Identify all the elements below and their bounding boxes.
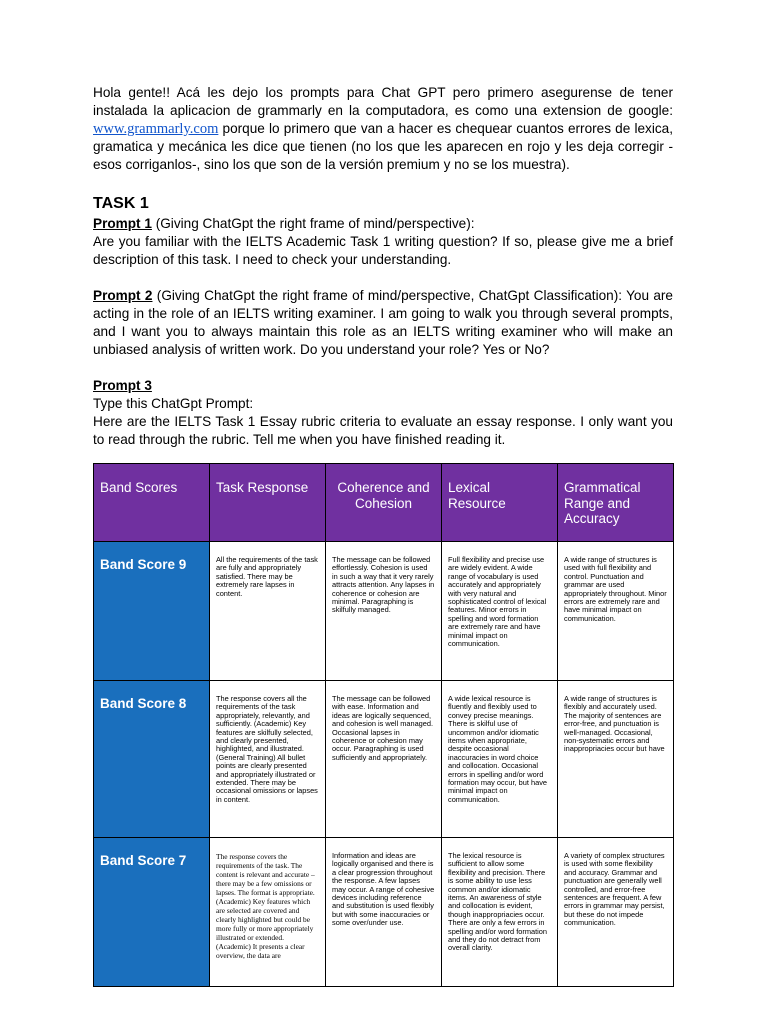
prompt-2-paragraph [93,287,673,359]
prompt-3-heading [93,377,673,395]
task-response-cell: The response covers all the requirements of the task appropriately, relevantly, and sufficiently. (Academic) Key features are skilfully selected, and clearly presented, highlighted, and illustrated. (General Training) All bullet points are clearly presented and appropriately illustrated or extended. There may be occasional omissions or lapses in content. [210,681,326,838]
band-label: Band Score 9 [94,542,210,681]
table-row [94,838,674,987]
intro-paragraph [93,84,673,174]
prompt-1-label: Prompt 1 [93,216,152,231]
task-response-cell: All the requirements of the task are fully and appropriately satisfied. There may be extremely rare lapses in content. [210,542,326,681]
prompt-3-label: Prompt 3 [93,378,152,393]
lexical-cell: Full flexibility and precise use are widely evident. A wide range of vocabulary is used accurately and appropriately with very natural and sophisticated control of lexical features. Minor errors in spelling and word formation are extremely rare and have minimal impact on communication. [442,542,558,681]
prompt-2-text: (Giving ChatGpt the right frame of mind/perspective, ChatGpt Classification): You are acting in the role of an IELTS writing examiner. I am going to walk you through several prompts, and I want you to always maintain this role as an IELTS writing examiner who will make an unbiased analysis of written work. Do you understand your role? Yes or No? [93,288,673,357]
prompt-3-line1: Type this ChatGpt Prompt: [93,396,254,411]
band-label: Band Score 7 [94,838,210,987]
task-response-cell-text: The response covers the requirements of the task. The content is relevant and accurate –there may be a few omissions or lapses. The format is appropriate. (Academic) Key features which are selected are covered and clearly highlighted but could be more fully or more appropriately illustrated or extended. (Academic) It presents a clear overview, the data are [216,852,315,960]
header-coherence-cohesion: Coherence and Cohesion [326,464,442,542]
prompt-1-heading [93,215,673,233]
prompt-1-body: Are you familiar with the IELTS Academic Task 1 writing question? If so, please give me a brief description of this task. I need to check your understanding. [93,234,673,267]
coherence-cell: Information and ideas are logically organised and there is a clear progression throughout the response. A few lapses may occur. A range of cohesive devices including reference and substitution is used flexibly but with some inaccuracies or some over/under use. [326,838,442,987]
lexical-cell: A wide lexical resource is fluently and flexibly used to convey precise meanings. There is skilful use of uncommon and/or idiomatic items when appropriate, despite occasional inaccuracies in word choice and collocation. Occasional errors in spelling and/or word formation may occur, but have minimal impact on communication. [442,681,558,838]
header-band-scores: Band Scores [94,464,210,542]
intro-text-after-link: porque lo primero que van a hacer es chequear cuantos errores de lexica, gramatica y mecánica les dice que tienen (no los que les aparecen en rojo y les deja corregir -esos corriganlos-, sino los que son de la versión premium y no se los muestra). [93,121,673,172]
header-lexical-resource: Lexical Resource [442,464,558,542]
coherence-cell: The message can be followed with ease. Information and ideas are logically sequenced, and cohesion is well managed. Occasional lapses in coherence or cohesion may occur. Paragraphing is used sufficiently and appropriately. [326,681,442,838]
grammar-cell: A variety of complex structures is used with some flexibility and accuracy. Grammar and punctuation are generally well controlled, and error-free sentences are frequent. A few errors in grammar may persist, but these do not impede communication. [558,838,674,987]
header-grammatical-range: Grammatical Range and Accuracy [558,464,674,542]
intro-text-before-link: Hola gente!! Acá les dejo los prompts para Chat GPT pero primero asegurense de tener instalada la aplicacion de grammarly en la computadora, es como una extension de google: [93,85,673,118]
table-row [94,542,674,681]
rubric-header-row [94,464,674,542]
grammarly-link[interactable]: www.grammarly.com [93,121,219,137]
prompt-3-body: Here are the IELTS Task 1 Essay rubric criteria to evaluate an essay response. I only want you to read through the rubric. Tell me when you have finished reading it. [93,414,673,447]
header-task-response: Task Response [210,464,326,542]
lexical-cell: The lexical resource is sufficient to allow some flexibility and precision. There is some ability to use less common and/or idiomatic items. An awareness of style and collocation is evident, though inappropriacies occur. There are only a few errors in spelling and/or word formation and they do not detract from overall clarity. [442,838,558,987]
coherence-cell: The message can be followed effortlessly. Cohesion is used in such a way that it very rarely attracts attention. Any lapses in coherence or cohesion are minimal. Paragraphing is skilfully managed. [326,542,442,681]
rubric-table [93,463,674,987]
table-row [94,681,674,838]
task-response-cell [210,838,326,987]
grammar-cell: A wide range of structures is flexibly and accurately used. The majority of sentences are error-free, and punctuation is well-managed. Occasional, non-systematic errors and inappropriacies occur but have [558,681,674,838]
document-body [93,84,673,449]
band-label: Band Score 8 [94,681,210,838]
prompt-2-label: Prompt 2 [93,288,153,303]
grammar-cell: A wide range of structures is used with full flexibility and control. Punctuation and grammar are used appropriately throughout. Minor errors are extremely rare and have minimal impact on communication. [558,542,674,681]
prompt-1-heading-text: (Giving ChatGpt the right frame of mind/perspective): [151,216,475,231]
task-heading: TASK 1 [93,195,149,212]
